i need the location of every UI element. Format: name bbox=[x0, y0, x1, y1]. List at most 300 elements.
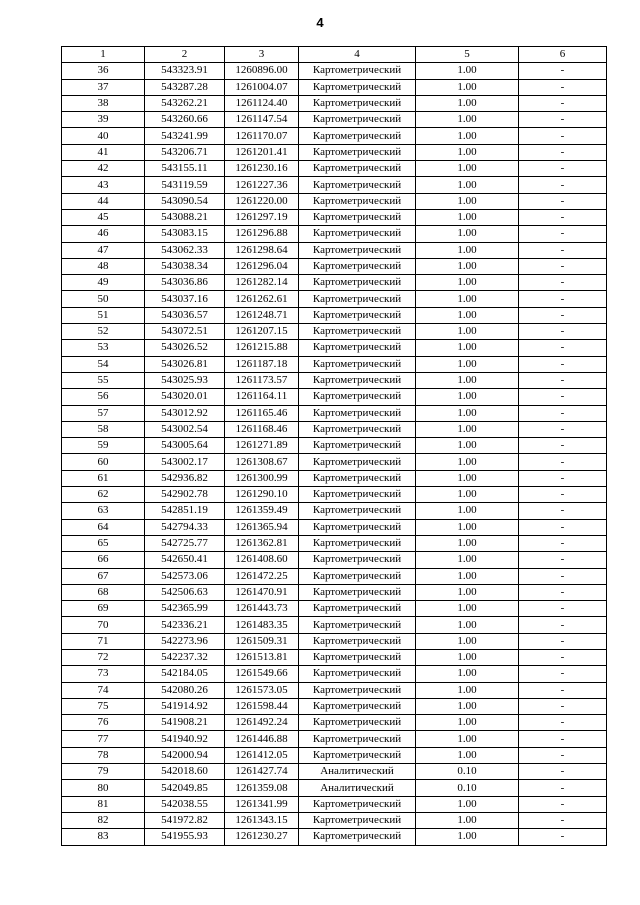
table-cell: 71 bbox=[62, 633, 145, 649]
table-cell: 72 bbox=[62, 649, 145, 665]
table-cell: 1.00 bbox=[416, 95, 519, 111]
table-cell: 1261170.07 bbox=[225, 128, 299, 144]
table-cell: 1260896.00 bbox=[225, 63, 299, 79]
table-cell: 543206.71 bbox=[145, 144, 225, 160]
table-cell: 0.10 bbox=[416, 764, 519, 780]
table-header-row bbox=[62, 47, 607, 63]
table-cell: Картометрический bbox=[299, 128, 416, 144]
table-row bbox=[62, 63, 607, 79]
table-cell: 1261124.40 bbox=[225, 95, 299, 111]
table-cell: 543038.34 bbox=[145, 258, 225, 274]
table-cell: 543005.64 bbox=[145, 438, 225, 454]
table-cell: 1261308.67 bbox=[225, 454, 299, 470]
table-cell: Картометрический bbox=[299, 812, 416, 828]
table-cell: Картометрический bbox=[299, 95, 416, 111]
table-cell: - bbox=[519, 128, 607, 144]
table-cell: 1.00 bbox=[416, 63, 519, 79]
table-cell: 1261147.54 bbox=[225, 112, 299, 128]
table-cell: 542794.33 bbox=[145, 519, 225, 535]
table-cell: Картометрический bbox=[299, 307, 416, 323]
table-cell: 1.00 bbox=[416, 161, 519, 177]
table-cell: - bbox=[519, 535, 607, 551]
table-cell: 1261201.41 bbox=[225, 144, 299, 160]
table-cell: - bbox=[519, 503, 607, 519]
table-row bbox=[62, 666, 607, 682]
table-cell: 543155.11 bbox=[145, 161, 225, 177]
table-cell: Аналитический bbox=[299, 764, 416, 780]
table-cell: 542336.21 bbox=[145, 617, 225, 633]
table-cell: 543002.17 bbox=[145, 454, 225, 470]
table-cell: 543062.33 bbox=[145, 242, 225, 258]
table-cell: 1261298.64 bbox=[225, 242, 299, 258]
table-cell: 542573.06 bbox=[145, 568, 225, 584]
table-cell: 56 bbox=[62, 389, 145, 405]
table-cell: - bbox=[519, 764, 607, 780]
table-cell: Картометрический bbox=[299, 731, 416, 747]
table-cell: - bbox=[519, 617, 607, 633]
table-cell: 39 bbox=[62, 112, 145, 128]
table-cell: 45 bbox=[62, 209, 145, 225]
table-cell: 1.00 bbox=[416, 177, 519, 193]
table-row bbox=[62, 535, 607, 551]
table-cell: 1261573.05 bbox=[225, 682, 299, 698]
table-cell: Картометрический bbox=[299, 601, 416, 617]
table-cell: 1261427.74 bbox=[225, 764, 299, 780]
table-cell: 64 bbox=[62, 519, 145, 535]
table-cell: 1.00 bbox=[416, 454, 519, 470]
table-cell: Картометрический bbox=[299, 503, 416, 519]
table-row bbox=[62, 617, 607, 633]
table-cell: 1261207.15 bbox=[225, 324, 299, 340]
table-row bbox=[62, 356, 607, 372]
table-cell: 1.00 bbox=[416, 487, 519, 503]
table-cell: 80 bbox=[62, 780, 145, 796]
table-cell: 542049.85 bbox=[145, 780, 225, 796]
table-cell: Картометрический bbox=[299, 454, 416, 470]
table-cell: Картометрический bbox=[299, 519, 416, 535]
table-cell: 46 bbox=[62, 226, 145, 242]
table-cell: 57 bbox=[62, 405, 145, 421]
table-cell: 542237.32 bbox=[145, 649, 225, 665]
table-cell: Картометрический bbox=[299, 226, 416, 242]
table-cell: 1261513.81 bbox=[225, 649, 299, 665]
table-cell: 1261173.57 bbox=[225, 372, 299, 388]
table-cell: 69 bbox=[62, 601, 145, 617]
table-cell: 48 bbox=[62, 258, 145, 274]
table-cell: 542018.60 bbox=[145, 764, 225, 780]
table-cell: 543287.28 bbox=[145, 79, 225, 95]
table-cell: 1.00 bbox=[416, 633, 519, 649]
table-row bbox=[62, 454, 607, 470]
table-cell: - bbox=[519, 421, 607, 437]
table-row bbox=[62, 128, 607, 144]
table-row bbox=[62, 584, 607, 600]
table-cell: 1261297.19 bbox=[225, 209, 299, 225]
table-row bbox=[62, 144, 607, 160]
table-row bbox=[62, 568, 607, 584]
table-cell: Картометрический bbox=[299, 193, 416, 209]
table-cell: 1.00 bbox=[416, 193, 519, 209]
table-cell: 66 bbox=[62, 552, 145, 568]
table-cell: - bbox=[519, 584, 607, 600]
table-cell: Картометрический bbox=[299, 63, 416, 79]
table-cell: 1.00 bbox=[416, 535, 519, 551]
table-cell: 50 bbox=[62, 291, 145, 307]
table-cell: 55 bbox=[62, 372, 145, 388]
table-cell: Картометрический bbox=[299, 275, 416, 291]
table-row bbox=[62, 519, 607, 535]
table-cell: 541914.92 bbox=[145, 698, 225, 714]
table-cell: Картометрический bbox=[299, 242, 416, 258]
table-cell: 1.00 bbox=[416, 796, 519, 812]
table-cell: - bbox=[519, 698, 607, 714]
column-header: 5 bbox=[416, 47, 519, 63]
column-header: 3 bbox=[225, 47, 299, 63]
table-cell: 1.00 bbox=[416, 421, 519, 437]
table-row bbox=[62, 405, 607, 421]
table-cell: 1261230.16 bbox=[225, 161, 299, 177]
table-cell: - bbox=[519, 112, 607, 128]
table-cell: - bbox=[519, 340, 607, 356]
table-row bbox=[62, 682, 607, 698]
table-cell: 543323.91 bbox=[145, 63, 225, 79]
table-cell: Картометрический bbox=[299, 747, 416, 763]
table-cell: - bbox=[519, 372, 607, 388]
table-cell: - bbox=[519, 812, 607, 828]
table-cell: 1.00 bbox=[416, 258, 519, 274]
table-cell: 1.00 bbox=[416, 682, 519, 698]
table-cell: 44 bbox=[62, 193, 145, 209]
table-row bbox=[62, 812, 607, 828]
table-cell: 1261341.99 bbox=[225, 796, 299, 812]
table-cell: 543026.52 bbox=[145, 340, 225, 356]
table-cell: 1.00 bbox=[416, 79, 519, 95]
table-cell: Картометрический bbox=[299, 389, 416, 405]
table-cell: 78 bbox=[62, 747, 145, 763]
table-cell: 541972.82 bbox=[145, 812, 225, 828]
table-cell: 543025.93 bbox=[145, 372, 225, 388]
table-row bbox=[62, 340, 607, 356]
table-cell: 1261164.11 bbox=[225, 389, 299, 405]
table-cell: 1261365.94 bbox=[225, 519, 299, 535]
table-row bbox=[62, 633, 607, 649]
table-row bbox=[62, 715, 607, 731]
table-row bbox=[62, 731, 607, 747]
table-cell: 1261282.14 bbox=[225, 275, 299, 291]
table-row bbox=[62, 747, 607, 763]
table-cell: - bbox=[519, 601, 607, 617]
table-cell: Картометрический bbox=[299, 829, 416, 845]
table-row bbox=[62, 764, 607, 780]
table-cell: 83 bbox=[62, 829, 145, 845]
table-cell: 1261598.44 bbox=[225, 698, 299, 714]
table-cell: 1261483.35 bbox=[225, 617, 299, 633]
table-row bbox=[62, 193, 607, 209]
table-row bbox=[62, 95, 607, 111]
table-cell: 1261412.05 bbox=[225, 747, 299, 763]
table-cell: - bbox=[519, 193, 607, 209]
table-cell: 37 bbox=[62, 79, 145, 95]
table-cell: 82 bbox=[62, 812, 145, 828]
table-cell: 76 bbox=[62, 715, 145, 731]
table-cell: 1261271.89 bbox=[225, 438, 299, 454]
table-cell: - bbox=[519, 242, 607, 258]
table-cell: Картометрический bbox=[299, 535, 416, 551]
table-cell: 543088.21 bbox=[145, 209, 225, 225]
column-header: 4 bbox=[299, 47, 416, 63]
page-number: 4 bbox=[316, 15, 324, 30]
table-cell: 541955.93 bbox=[145, 829, 225, 845]
table-cell: 1261300.99 bbox=[225, 470, 299, 486]
table-cell: 1.00 bbox=[416, 340, 519, 356]
table-row bbox=[62, 324, 607, 340]
table-row bbox=[62, 177, 607, 193]
table-row bbox=[62, 209, 607, 225]
table-cell: 54 bbox=[62, 356, 145, 372]
table-cell: - bbox=[519, 796, 607, 812]
table-cell: 68 bbox=[62, 584, 145, 600]
table-cell: 43 bbox=[62, 177, 145, 193]
table-cell: - bbox=[519, 144, 607, 160]
table-cell: 1.00 bbox=[416, 568, 519, 584]
table-cell: - bbox=[519, 79, 607, 95]
table-cell: Картометрический bbox=[299, 340, 416, 356]
table-cell: 42 bbox=[62, 161, 145, 177]
table-cell: - bbox=[519, 291, 607, 307]
table-cell: - bbox=[519, 829, 607, 845]
table-cell: 1.00 bbox=[416, 128, 519, 144]
table-row bbox=[62, 601, 607, 617]
table-cell: 1261492.24 bbox=[225, 715, 299, 731]
table-cell: 1.00 bbox=[416, 666, 519, 682]
table-cell: 1261472.25 bbox=[225, 568, 299, 584]
table-cell: Картометрический bbox=[299, 209, 416, 225]
table-cell: Картометрический bbox=[299, 698, 416, 714]
table-cell: 542851.19 bbox=[145, 503, 225, 519]
table-cell: 542038.55 bbox=[145, 796, 225, 812]
table-cell: 542506.63 bbox=[145, 584, 225, 600]
table-cell: - bbox=[519, 438, 607, 454]
table-row bbox=[62, 275, 607, 291]
table-cell: 1261168.46 bbox=[225, 421, 299, 437]
table-cell: Картометрический bbox=[299, 552, 416, 568]
table-cell: 1.00 bbox=[416, 144, 519, 160]
table-cell: - bbox=[519, 780, 607, 796]
table-cell: 1.00 bbox=[416, 324, 519, 340]
table-cell: 67 bbox=[62, 568, 145, 584]
table-cell: - bbox=[519, 405, 607, 421]
table-cell: Картометрический bbox=[299, 291, 416, 307]
table-row bbox=[62, 291, 607, 307]
table-cell: - bbox=[519, 324, 607, 340]
table-cell: Картометрический bbox=[299, 258, 416, 274]
table-cell: Картометрический bbox=[299, 438, 416, 454]
table-cell: 543072.51 bbox=[145, 324, 225, 340]
table-cell: - bbox=[519, 519, 607, 535]
table-cell: 52 bbox=[62, 324, 145, 340]
table-cell: 543090.54 bbox=[145, 193, 225, 209]
table-row bbox=[62, 780, 607, 796]
table-cell: 543262.21 bbox=[145, 95, 225, 111]
table-row bbox=[62, 487, 607, 503]
table-cell: Картометрический bbox=[299, 666, 416, 682]
table-cell: - bbox=[519, 177, 607, 193]
table-cell: 49 bbox=[62, 275, 145, 291]
table-cell: 1.00 bbox=[416, 438, 519, 454]
table-cell: - bbox=[519, 666, 607, 682]
table-cell: 60 bbox=[62, 454, 145, 470]
table-cell: 1.00 bbox=[416, 242, 519, 258]
table-cell: 1261262.61 bbox=[225, 291, 299, 307]
table-cell: 1.00 bbox=[416, 372, 519, 388]
table-cell: 53 bbox=[62, 340, 145, 356]
table-cell: - bbox=[519, 470, 607, 486]
table-cell: 1.00 bbox=[416, 470, 519, 486]
table-cell: 1.00 bbox=[416, 209, 519, 225]
table-row bbox=[62, 552, 607, 568]
table-cell: 1261187.18 bbox=[225, 356, 299, 372]
table-cell: 1.00 bbox=[416, 519, 519, 535]
table-cell: - bbox=[519, 682, 607, 698]
table-cell: - bbox=[519, 275, 607, 291]
table-cell: 1261408.60 bbox=[225, 552, 299, 568]
table-cell: - bbox=[519, 389, 607, 405]
table-cell: 62 bbox=[62, 487, 145, 503]
table-cell: 1261227.36 bbox=[225, 177, 299, 193]
table-cell: 41 bbox=[62, 144, 145, 160]
table-cell: 1.00 bbox=[416, 715, 519, 731]
table-cell: - bbox=[519, 715, 607, 731]
table-cell: Картометрический bbox=[299, 487, 416, 503]
table-row bbox=[62, 470, 607, 486]
table-row bbox=[62, 372, 607, 388]
table-cell: Картометрический bbox=[299, 356, 416, 372]
table-cell: Картометрический bbox=[299, 568, 416, 584]
table-cell: - bbox=[519, 568, 607, 584]
table-cell: 1.00 bbox=[416, 356, 519, 372]
table-cell: 70 bbox=[62, 617, 145, 633]
table-row bbox=[62, 112, 607, 128]
table-cell: 543036.86 bbox=[145, 275, 225, 291]
table-cell: 1261509.31 bbox=[225, 633, 299, 649]
table-cell: 543260.66 bbox=[145, 112, 225, 128]
table-cell: Картометрический bbox=[299, 372, 416, 388]
table-cell: 542365.99 bbox=[145, 601, 225, 617]
table-cell: 1261165.46 bbox=[225, 405, 299, 421]
table-cell: 1.00 bbox=[416, 112, 519, 128]
table-cell: 1261343.15 bbox=[225, 812, 299, 828]
table-cell: 79 bbox=[62, 764, 145, 780]
table-cell: 1261470.91 bbox=[225, 584, 299, 600]
table-row bbox=[62, 649, 607, 665]
table-row bbox=[62, 226, 607, 242]
table-cell: - bbox=[519, 633, 607, 649]
table-cell: - bbox=[519, 226, 607, 242]
table-cell: - bbox=[519, 161, 607, 177]
table-cell: Картометрический bbox=[299, 177, 416, 193]
table-cell: - bbox=[519, 731, 607, 747]
table-cell: - bbox=[519, 487, 607, 503]
table-cell: 1.00 bbox=[416, 698, 519, 714]
table-cell: Картометрический bbox=[299, 649, 416, 665]
table-cell: 543012.92 bbox=[145, 405, 225, 421]
column-header: 6 bbox=[519, 47, 607, 63]
table-cell: 542725.77 bbox=[145, 535, 225, 551]
table-cell: 542000.94 bbox=[145, 747, 225, 763]
table-row bbox=[62, 307, 607, 323]
column-header: 1 bbox=[62, 47, 145, 63]
table-cell: 1261296.04 bbox=[225, 258, 299, 274]
table-cell: 542273.96 bbox=[145, 633, 225, 649]
table-cell: Картометрический bbox=[299, 796, 416, 812]
table-cell: 1.00 bbox=[416, 617, 519, 633]
table-row bbox=[62, 242, 607, 258]
table-cell: 0.10 bbox=[416, 780, 519, 796]
table-cell: 543241.99 bbox=[145, 128, 225, 144]
table-cell: - bbox=[519, 95, 607, 111]
table-cell: 1261215.88 bbox=[225, 340, 299, 356]
table-cell: 543119.59 bbox=[145, 177, 225, 193]
table-cell: 1.00 bbox=[416, 812, 519, 828]
table-row bbox=[62, 161, 607, 177]
table-cell: 1.00 bbox=[416, 307, 519, 323]
table-cell: 542902.78 bbox=[145, 487, 225, 503]
table-cell: 1.00 bbox=[416, 389, 519, 405]
table-row bbox=[62, 438, 607, 454]
table-cell: 47 bbox=[62, 242, 145, 258]
table-cell: Картометрический bbox=[299, 405, 416, 421]
table-cell: 543002.54 bbox=[145, 421, 225, 437]
table-row bbox=[62, 503, 607, 519]
table-cell: 1.00 bbox=[416, 226, 519, 242]
table-cell: 1261248.71 bbox=[225, 307, 299, 323]
table-cell: Картометрический bbox=[299, 633, 416, 649]
table-cell: - bbox=[519, 747, 607, 763]
table-cell: Картометрический bbox=[299, 715, 416, 731]
table-cell: 81 bbox=[62, 796, 145, 812]
table-cell: 543083.15 bbox=[145, 226, 225, 242]
table-row bbox=[62, 421, 607, 437]
table-cell: 1.00 bbox=[416, 291, 519, 307]
table-cell: Картометрический bbox=[299, 79, 416, 95]
table-cell: 63 bbox=[62, 503, 145, 519]
table-cell: 73 bbox=[62, 666, 145, 682]
table-cell: - bbox=[519, 209, 607, 225]
table-cell: Картометрический bbox=[299, 421, 416, 437]
table-cell: 542080.26 bbox=[145, 682, 225, 698]
table-cell: 75 bbox=[62, 698, 145, 714]
table-cell: 543037.16 bbox=[145, 291, 225, 307]
table-cell: 61 bbox=[62, 470, 145, 486]
table-row bbox=[62, 79, 607, 95]
table-row bbox=[62, 796, 607, 812]
table-cell: 77 bbox=[62, 731, 145, 747]
table-cell: 38 bbox=[62, 95, 145, 111]
table-cell: 543020.01 bbox=[145, 389, 225, 405]
table-cell: 541908.21 bbox=[145, 715, 225, 731]
table-cell: 1.00 bbox=[416, 649, 519, 665]
table-cell: 1261220.00 bbox=[225, 193, 299, 209]
table-cell: 1.00 bbox=[416, 584, 519, 600]
table-row bbox=[62, 258, 607, 274]
table-cell: Картометрический bbox=[299, 470, 416, 486]
coordinates-table bbox=[61, 46, 607, 846]
table-cell: 541940.92 bbox=[145, 731, 225, 747]
table-cell: Картометрический bbox=[299, 324, 416, 340]
table-cell: 59 bbox=[62, 438, 145, 454]
table-cell: 1261549.66 bbox=[225, 666, 299, 682]
table-cell: 543026.81 bbox=[145, 356, 225, 372]
